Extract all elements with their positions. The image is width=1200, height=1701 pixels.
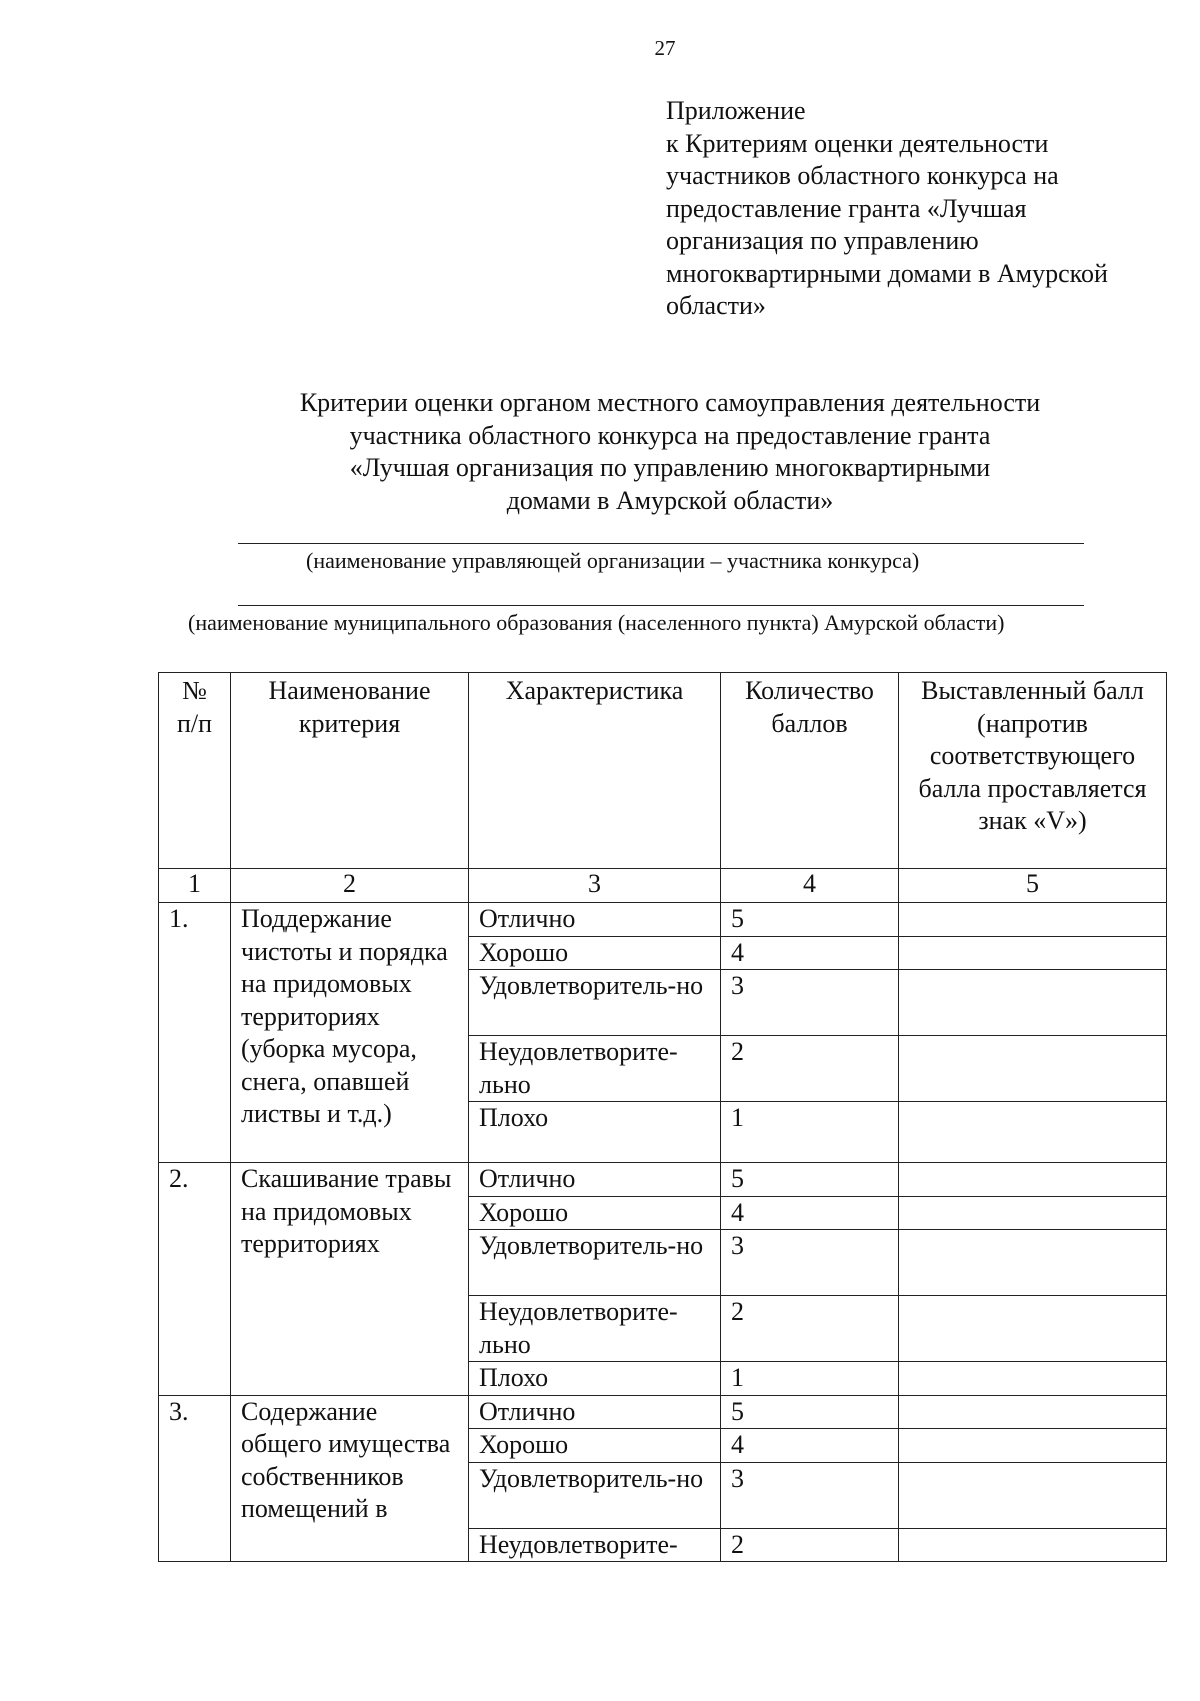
- municipality-caption: (наименование муниципального образования (населенного пункта) Амурской области): [188, 610, 1005, 635]
- characteristic-cell: Неудовлетворите-льно: [469, 1036, 721, 1102]
- title-line: Критерии оценки органом местного самоуправления деятельности: [299, 388, 1041, 417]
- assigned-score-cell[interactable]: [899, 970, 1167, 1036]
- points-cell: 5: [721, 903, 899, 937]
- points-cell: 2: [721, 1036, 899, 1102]
- column-number: 3: [469, 869, 721, 903]
- header-num: № п/п: [159, 673, 231, 869]
- characteristic-cell: Неудовлетворите-льно: [469, 1296, 721, 1362]
- criterion-row: [159, 1395, 1167, 1429]
- column-number: 5: [899, 869, 1167, 903]
- column-number: 1: [159, 869, 231, 903]
- characteristic-cell: Хорошо: [469, 1429, 721, 1463]
- criteria-table: [158, 672, 1167, 1562]
- points-cell: 1: [721, 1102, 899, 1163]
- criterion-row: [159, 1163, 1167, 1197]
- organization-caption: (наименование управляющей организации – участника конкурса): [306, 548, 920, 573]
- assigned-score-cell[interactable]: [899, 1036, 1167, 1102]
- assigned-score-cell[interactable]: [899, 1102, 1167, 1163]
- points-cell: 4: [721, 1429, 899, 1463]
- points-cell: 2: [721, 1528, 899, 1562]
- criterion-name: Поддержание чистоты и порядка на придомовых территориях (уборка мусора, снега, опавшей листвы и т.д.): [231, 903, 469, 1163]
- assigned-score-cell[interactable]: [899, 1196, 1167, 1230]
- points-cell: 5: [721, 1163, 899, 1197]
- appendix-line: участников областного конкурса на: [666, 161, 1059, 190]
- appendix-line: области»: [666, 291, 766, 320]
- appendix-line: предоставление гранта «Лучшая: [666, 193, 1027, 223]
- title-line: домами в Амурской области»: [506, 485, 834, 515]
- characteristic-cell: Отлично: [469, 1395, 721, 1429]
- points-cell: 5: [721, 1395, 899, 1429]
- assigned-score-cell[interactable]: [899, 1395, 1167, 1429]
- characteristic-cell: Отлично: [469, 903, 721, 937]
- assigned-score-cell[interactable]: [899, 1230, 1167, 1296]
- column-number: 4: [721, 869, 899, 903]
- assigned-score-cell[interactable]: [899, 936, 1167, 970]
- points-cell: 1: [721, 1362, 899, 1396]
- criterion-number: 2.: [159, 1163, 231, 1396]
- characteristic-cell: Удовлетворитель-но: [469, 1462, 721, 1528]
- points-cell: 4: [721, 936, 899, 970]
- characteristic-cell: Удовлетворитель-но: [469, 970, 721, 1036]
- assigned-score-cell[interactable]: [899, 1429, 1167, 1463]
- characteristic-cell: Отлично: [469, 1163, 721, 1197]
- assigned-score-cell[interactable]: [899, 1362, 1167, 1396]
- appendix-line: организация по управлению: [666, 226, 979, 255]
- appendix-line: к Критериям оценки деятельности: [666, 128, 1049, 158]
- points-cell: 4: [721, 1196, 899, 1230]
- points-cell: 3: [721, 1462, 899, 1528]
- title-line: «Лучшая организация по управлению многоквартирными: [349, 453, 991, 482]
- header-name: Наименование критерия: [231, 673, 469, 869]
- column-number-row: [159, 869, 1167, 903]
- assigned-score-cell[interactable]: [899, 903, 1167, 937]
- organization-fill-line[interactable]: [238, 543, 1084, 544]
- characteristic-cell: Неудовлетворите-: [469, 1528, 721, 1562]
- assigned-score-cell[interactable]: [899, 1296, 1167, 1362]
- appendix-note: [666, 95, 1186, 323]
- page-number: 27: [654, 36, 676, 60]
- document-title: [240, 387, 1100, 517]
- criterion-number: 3.: [159, 1395, 231, 1562]
- criterion-row: [159, 903, 1167, 937]
- column-number: 2: [231, 869, 469, 903]
- title-line: участника областного конкурса на предоставление гранта: [349, 420, 991, 450]
- characteristic-cell: Плохо: [469, 1362, 721, 1396]
- criterion-name: Содержание общего имущества собственников помещений в: [231, 1395, 469, 1562]
- points-cell: 3: [721, 970, 899, 1036]
- criterion-number: 1.: [159, 903, 231, 1163]
- header-row: [159, 673, 1167, 869]
- appendix-line: Приложение: [666, 96, 806, 125]
- header-points: Количество баллов: [721, 673, 899, 869]
- characteristic-cell: Хорошо: [469, 936, 721, 970]
- points-cell: 3: [721, 1230, 899, 1296]
- assigned-score-cell[interactable]: [899, 1528, 1167, 1562]
- appendix-line: многоквартирными домами в Амурской: [666, 258, 1108, 288]
- municipality-fill-line[interactable]: [238, 605, 1084, 606]
- characteristic-cell: Хорошо: [469, 1196, 721, 1230]
- assigned-score-cell[interactable]: [899, 1163, 1167, 1197]
- assigned-score-cell[interactable]: [899, 1462, 1167, 1528]
- points-cell: 2: [721, 1296, 899, 1362]
- criterion-name: Скашивание травы на придомовых территориях: [231, 1163, 469, 1396]
- header-characteristic: Характеристика: [469, 673, 721, 869]
- header-assigned: Выставленный балл (напротив соответствующего балла проставляется знак «V»): [899, 673, 1167, 869]
- characteristic-cell: Плохо: [469, 1102, 721, 1163]
- characteristic-cell: Удовлетворитель-но: [469, 1230, 721, 1296]
